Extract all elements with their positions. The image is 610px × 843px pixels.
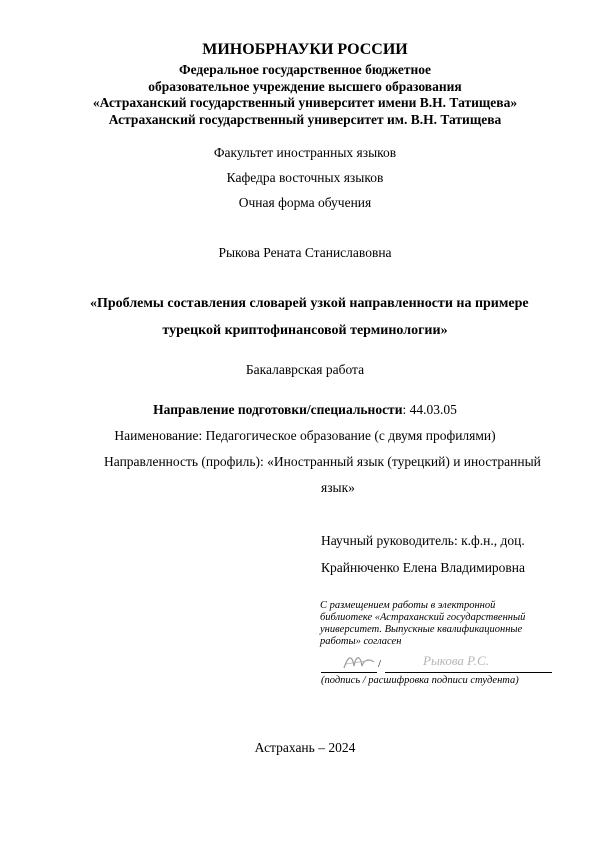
ministry-name: МИНОБРНАУКИ РОССИИ (202, 41, 408, 58)
author-name: Рыкова Рената Станиславовна (218, 245, 392, 260)
program-name: Наименование: Педагогическое образование (с двумя профилями) (114, 428, 496, 443)
direction-value: : 44.03.05 (402, 402, 457, 417)
signature-scribble (342, 652, 376, 672)
consent-line-1: С размещением работы в электронной (320, 600, 496, 611)
supervisor-title: Научный руководитель: к.ф.н., доц. (321, 533, 525, 548)
city-year: Астрахань – 2024 (254, 740, 356, 755)
institution-type-line: Федеральное государственное бюджетное (178, 62, 432, 77)
profile-line-1: Направленность (профиль): «Иностранный язык (турецкий) и иностранный (104, 454, 541, 469)
study-form: Очная форма обучения (238, 195, 372, 210)
signature-decoding-line (385, 672, 552, 673)
institution-level-line: образовательное учреждение высшего образования (148, 79, 462, 94)
consent-line-2: библиотеке «Астраханский государственный (320, 612, 526, 623)
handwritten-name-signature: Рыкова Р.С. (423, 653, 489, 668)
signature-caption: (подпись / расшифровка подписи студента) (321, 675, 519, 686)
thesis-title-line-2: турецкой криптофинансовой терминологии» (162, 323, 448, 338)
signature-separator: / (378, 658, 382, 670)
consent-line-3: университет. Выпускные квалификационные (320, 624, 523, 635)
thesis-title-line-1: «Проблемы составления словарей узкой направленности на примере (90, 296, 529, 311)
direction-label: Направление подготовки/специальности (153, 402, 403, 417)
university-full-name: «Астраханский государственный университет имени В.Н. Татищева» (92, 95, 518, 110)
supervisor-name: Крайнюченко Елена Владимировна (321, 560, 526, 575)
profile-line-2: язык» (321, 480, 355, 495)
direction-line (0, 402, 610, 418)
handwritten-signature (342, 652, 376, 676)
work-type: Бакалаврская работа (245, 362, 365, 377)
library-consent-text (320, 600, 570, 648)
university-short-name: Астраханский государственный университет им. В.Н. Татищева (108, 112, 502, 127)
department-name: Кафедра восточных языков (226, 170, 384, 185)
faculty-name: Факультет иностранных языков (213, 145, 397, 160)
thesis-title (90, 290, 529, 344)
consent-line-4: работы» согласен (320, 636, 402, 647)
